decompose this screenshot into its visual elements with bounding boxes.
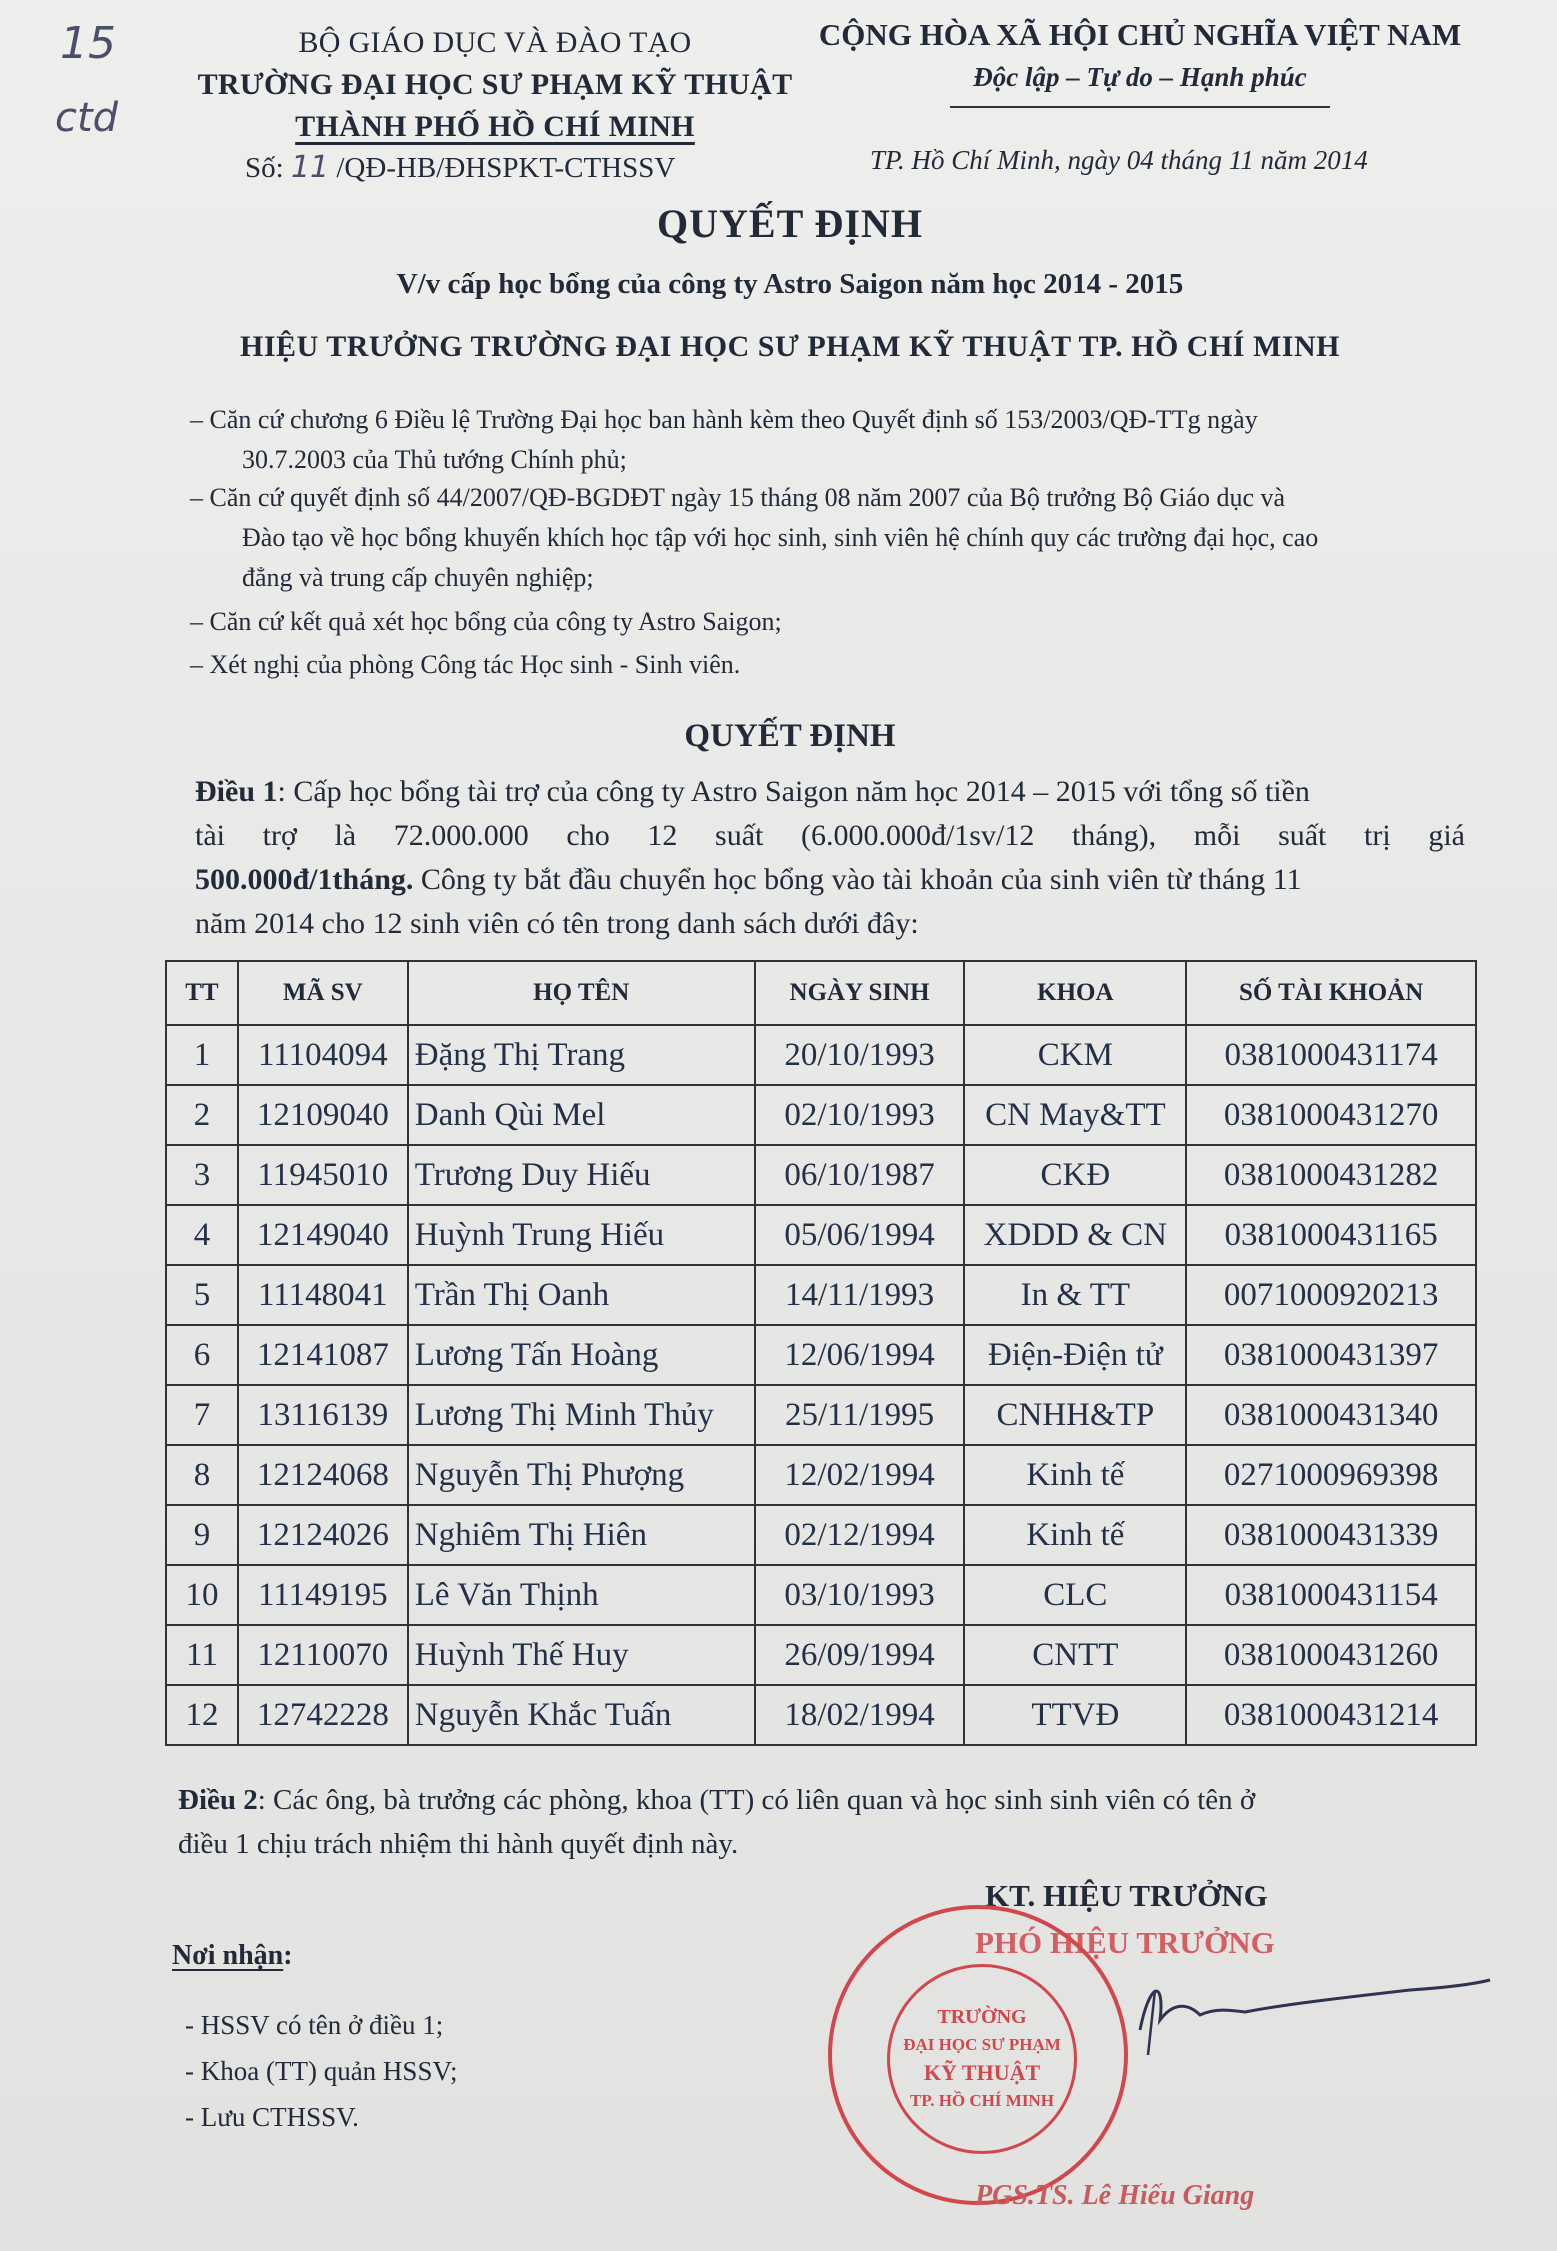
- cell-ngay-sinh: 12/02/1994: [755, 1445, 965, 1505]
- cell-khoa: CKM: [964, 1025, 1186, 1085]
- article-1: Điều 1: Cấp học bổng tài trợ của công ty Astro Saigon năm học 2014 – 2015 với tổng số tiền tài trợ là 72.000.000 cho 12 suất (6.000.000đ/1sv/12 tháng), mỗi suất trị giá 500.000đ/1tháng. Công ty bắt đầu chuyển học bổng vào tài khoản của sinh viên từ tháng 11 năm 2014 cho 12 sinh viên có tên trong danh sách dưới đây:: [195, 775, 1465, 940]
- university-name: TRƯỜNG ĐẠI HỌC SƯ PHẠM KỸ THUẬT: [197, 68, 793, 101]
- signature-role: PHÓ HIỆU TRƯỞNG: [975, 1925, 1275, 1960]
- cell-khoa: CLC: [964, 1565, 1186, 1625]
- cell-khoa: CNTT: [964, 1625, 1186, 1685]
- header-ma-sv: MÃ SV: [238, 961, 408, 1025]
- cell-tt: 3: [166, 1145, 238, 1205]
- cell-khoa: CKĐ: [964, 1145, 1186, 1205]
- cell-ngay-sinh: 02/10/1993: [755, 1085, 965, 1145]
- table-header-row: [166, 961, 1476, 1025]
- article-1-label: Điều 1: [195, 775, 278, 808]
- cell-ma-sv: 12124068: [238, 1445, 408, 1505]
- nation-name: CỘNG HÒA XÃ HỘI CHỦ NGHĨA VIỆT NAM: [818, 17, 1462, 52]
- cell-ho-ten: Nghiêm Thị Hiên: [408, 1505, 755, 1565]
- cell-ma-sv: 12141087: [238, 1325, 408, 1385]
- basis-item: – Căn cứ chương 6 Điều lệ Trường Đại học ban hành kèm theo Quyết định số 153/2003/QĐ-TTg ngày 30.7.2003 của Thủ tướng Chính phủ;: [190, 405, 1258, 474]
- document-number: [245, 150, 675, 185]
- cell-khoa: In & TT: [964, 1265, 1186, 1325]
- header-ho-ten: HỌ TÊN: [408, 961, 755, 1025]
- cell-so-tai-khoan: 0381000431282: [1186, 1145, 1476, 1205]
- cell-so-tai-khoan: 0381000431260: [1186, 1625, 1476, 1685]
- signature-kt: KT. HIỆU TRƯỞNG: [985, 1878, 1268, 1913]
- cell-ngay-sinh: 25/11/1995: [755, 1385, 965, 1445]
- cell-ho-ten: Danh Qùi Mel: [408, 1085, 755, 1145]
- cell-tt: 12: [166, 1685, 238, 1745]
- cell-ho-ten: Lương Thị Minh Thủy: [408, 1385, 755, 1445]
- table-row: [166, 1205, 1476, 1265]
- official-stamp: [828, 1905, 1128, 2205]
- cell-ho-ten: Huỳnh Thế Huy: [408, 1625, 755, 1685]
- cell-ma-sv: 12742228: [238, 1685, 408, 1745]
- basis-item: – Căn cứ kết quả xét học bổng của công ty Astro Saigon;: [190, 607, 782, 636]
- authority-line: HIỆU TRƯỞNG TRƯỜNG ĐẠI HỌC SƯ PHẠM KỸ THUẬT TP. HỒ CHÍ MINH: [240, 330, 1340, 363]
- cell-tt: 11: [166, 1625, 238, 1685]
- cell-ho-ten: Trần Thị Oanh: [408, 1265, 755, 1325]
- cell-ho-ten: Nguyễn Khắc Tuấn: [408, 1685, 755, 1745]
- header-khoa: KHOA: [964, 961, 1186, 1025]
- cell-ngay-sinh: 12/06/1994: [755, 1325, 965, 1385]
- cell-so-tai-khoan: 0071000920213: [1186, 1265, 1476, 1325]
- table-row: [166, 1685, 1476, 1745]
- cell-khoa: XDDD & CN: [964, 1205, 1186, 1265]
- nation-header: [800, 14, 1480, 108]
- article-1-amount: 500.000đ/1tháng.: [195, 863, 414, 896]
- cell-tt: 7: [166, 1385, 238, 1445]
- cell-ngay-sinh: 05/06/1994: [755, 1205, 965, 1265]
- table-row: [166, 1145, 1476, 1205]
- decision-title: QUYẾT ĐỊNH: [684, 718, 896, 754]
- so-label: Số:: [245, 152, 284, 184]
- cell-khoa: Kinh tế: [964, 1505, 1186, 1565]
- table-body: [166, 1025, 1476, 1745]
- cell-ngay-sinh: 03/10/1993: [755, 1565, 965, 1625]
- nation-motto: Độc lập – Tự do – Hạnh phúc: [973, 62, 1307, 92]
- cell-ngay-sinh: 06/10/1987: [755, 1145, 965, 1205]
- handwritten-number: 15: [60, 18, 116, 69]
- table-row: [166, 1265, 1476, 1325]
- cell-tt: 6: [166, 1325, 238, 1385]
- article-2-label: Điều 2: [178, 1784, 258, 1816]
- cell-ma-sv: 12109040: [238, 1085, 408, 1145]
- cell-so-tai-khoan: 0381000431174: [1186, 1025, 1476, 1085]
- handwritten-mark: ctd: [55, 95, 119, 141]
- table-row: [166, 1325, 1476, 1385]
- cell-ma-sv: 12110070: [238, 1625, 408, 1685]
- stamp-text: TRƯỜNG ĐẠI HỌC SƯ PHẠM KỸ THUẬT TP. HỒ CHÍ MINH: [887, 1964, 1077, 2154]
- cell-ma-sv: 11945010: [238, 1145, 408, 1205]
- cell-ngay-sinh: 18/02/1994: [755, 1685, 965, 1745]
- table-row: [166, 1025, 1476, 1085]
- basis-item: – Căn cứ quyết định số 44/2007/QĐ-BGDĐT ngày 15 tháng 08 năm 2007 của Bộ trưởng Bộ Giáo dục và Đào tạo về học bổng khuyến khích học tập với học sinh, sinh viên hệ chính quy các trường đại học, cao đẳng và trung cấp chuyên nghiệp;: [190, 483, 1319, 592]
- recipient-item: - Khoa (TT) quản HSSV;: [185, 2056, 458, 2086]
- cell-ma-sv: 12124026: [238, 1505, 408, 1565]
- university-city: THÀNH PHỐ HỒ CHÍ MINH: [295, 110, 695, 143]
- cell-tt: 10: [166, 1565, 238, 1625]
- cell-so-tai-khoan: 0381000431339: [1186, 1505, 1476, 1565]
- header-so-tai-khoan: SỐ TÀI KHOẢN: [1186, 961, 1476, 1025]
- cell-ngay-sinh: 14/11/1993: [755, 1265, 965, 1325]
- cell-ho-ten: Đặng Thị Trang: [408, 1025, 755, 1085]
- header-ngay-sinh: NGÀY SINH: [755, 961, 965, 1025]
- scholarship-table: [165, 960, 1477, 1746]
- cell-ho-ten: Trương Duy Hiếu: [408, 1145, 755, 1205]
- table-row: [166, 1445, 1476, 1505]
- cell-so-tai-khoan: 0381000431397: [1186, 1325, 1476, 1385]
- cell-khoa: CNHH&TP: [964, 1385, 1186, 1445]
- cell-khoa: CN May&TT: [964, 1085, 1186, 1145]
- cell-so-tai-khoan: 0381000431270: [1186, 1085, 1476, 1145]
- ministry-header: [170, 22, 820, 148]
- cell-ma-sv: 12149040: [238, 1205, 408, 1265]
- so-suffix: /QĐ-HB/ĐHSPKT-CTHSSV: [336, 152, 676, 184]
- cell-ma-sv: 11149195: [238, 1565, 408, 1625]
- cell-tt: 9: [166, 1505, 238, 1565]
- cell-tt: 8: [166, 1445, 238, 1505]
- cell-khoa: Kinh tế: [964, 1445, 1186, 1505]
- recipient-item: - Lưu CTHSSV.: [185, 2102, 359, 2132]
- cell-ngay-sinh: 20/10/1993: [755, 1025, 965, 1085]
- cell-ho-ten: Lương Tấn Hoàng: [408, 1325, 755, 1385]
- handwritten-signature: [1120, 1960, 1500, 2070]
- cell-ho-ten: Huỳnh Trung Hiếu: [408, 1205, 755, 1265]
- table-row: [166, 1085, 1476, 1145]
- motto-underline: [950, 106, 1330, 108]
- table-row: [166, 1625, 1476, 1685]
- cell-khoa: TTVĐ: [964, 1685, 1186, 1745]
- cell-tt: 2: [166, 1085, 238, 1145]
- cell-so-tai-khoan: 0271000969398: [1186, 1445, 1476, 1505]
- basis-item: – Xét nghị của phòng Công tác Học sinh - Sinh viên.: [190, 650, 741, 679]
- recipients-list: [185, 2002, 457, 2140]
- recipient-item: - HSSV có tên ở điều 1;: [185, 2010, 444, 2040]
- header-tt: TT: [166, 961, 238, 1025]
- cell-ma-sv: 11148041: [238, 1265, 408, 1325]
- cell-so-tai-khoan: 0381000431214: [1186, 1685, 1476, 1745]
- cell-ma-sv: 11104094: [238, 1025, 408, 1085]
- table-row: [166, 1385, 1476, 1445]
- so-handwritten-number: 11: [290, 150, 330, 185]
- signer-name: PGS.TS. Lê Hiếu Giang: [975, 2180, 1255, 2211]
- document-title: QUYẾT ĐỊNH: [657, 201, 923, 246]
- article-2: Điều 2: Các ông, bà trưởng các phòng, khoa (TT) có liên quan và học sinh sinh viên có tên ở điều 1 chịu trách nhiệm thi hành quyết định này.: [178, 1784, 1256, 1860]
- document-subtitle: V/v cấp học bổng của công ty Astro Saigon năm học 2014 - 2015: [396, 268, 1184, 300]
- cell-ma-sv: 13116139: [238, 1385, 408, 1445]
- cell-so-tai-khoan: 0381000431154: [1186, 1565, 1476, 1625]
- recipients-label: Nơi nhận:: [172, 1940, 293, 1971]
- cell-so-tai-khoan: 0381000431165: [1186, 1205, 1476, 1265]
- ministry-name: BỘ GIÁO DỤC VÀ ĐÀO TẠO: [298, 26, 692, 59]
- cell-ho-ten: Lê Văn Thịnh: [408, 1565, 755, 1625]
- cell-ngay-sinh: 02/12/1994: [755, 1505, 965, 1565]
- cell-tt: 4: [166, 1205, 238, 1265]
- cell-ho-ten: Nguyễn Thị Phượng: [408, 1445, 755, 1505]
- cell-so-tai-khoan: 0381000431340: [1186, 1385, 1476, 1445]
- cell-khoa: Điện-Điện tử: [964, 1325, 1186, 1385]
- cell-ngay-sinh: 26/09/1994: [755, 1625, 965, 1685]
- document-date: TP. Hồ Chí Minh, ngày 04 tháng 11 năm 2014: [870, 145, 1368, 175]
- cell-tt: 1: [166, 1025, 238, 1085]
- cell-tt: 5: [166, 1265, 238, 1325]
- table-row: [166, 1565, 1476, 1625]
- table-row: [166, 1505, 1476, 1565]
